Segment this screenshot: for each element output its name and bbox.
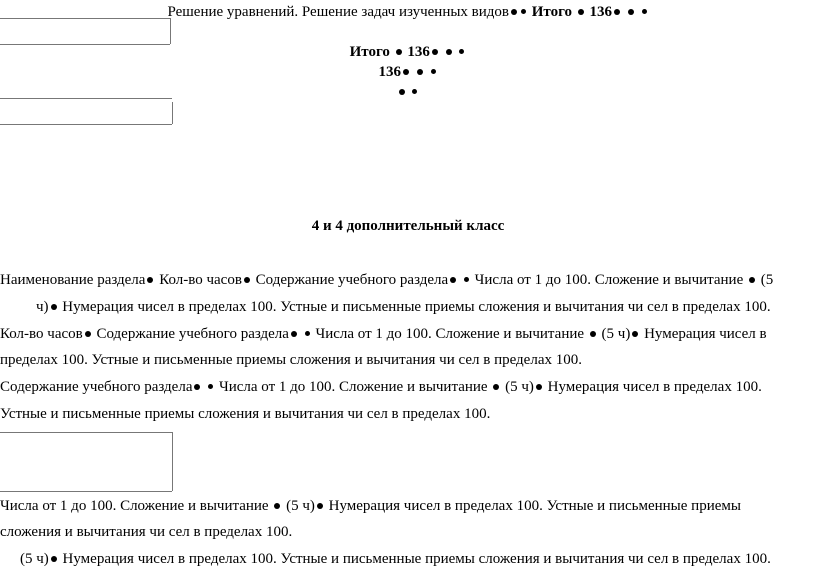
subheader-number-repeat: 136 — [378, 64, 401, 80]
bullet-icon — [578, 9, 584, 15]
bullet-icon — [244, 277, 250, 283]
table-border — [172, 102, 173, 124]
bullet-icon — [317, 503, 323, 509]
text-description: Устные и письменные приемы сложения и вычитания чи сел в пределах 100. — [0, 406, 491, 422]
header-total-label: Итого — [531, 4, 573, 20]
text-hours: Кол-во часов — [159, 272, 242, 288]
bullet-icon — [536, 384, 542, 390]
text-topic: Числа от 1 до 100. Сложение и вычитание — [218, 379, 488, 395]
text-hours-count: (5 — [760, 272, 774, 288]
bullet-icon — [511, 9, 517, 15]
bullet-icon — [432, 49, 438, 55]
bullet-icon — [85, 331, 91, 337]
bullet-icon — [521, 9, 526, 14]
text-hours-unit: ч) — [36, 299, 49, 315]
subheader-total-label: Итого — [349, 44, 390, 60]
bullet-icon — [403, 69, 409, 75]
text-description: Нумерация чисел в пределах 100. — [547, 379, 762, 395]
table-border — [172, 432, 173, 491]
text-topic: Числа от 1 до 100. Сложение и вычитание — [474, 272, 744, 288]
bullet-icon — [459, 49, 464, 54]
bullet-icon — [446, 49, 452, 55]
text-topic: Числа от 1 до 100. Сложение и вычитание — [315, 326, 585, 342]
table-border — [0, 18, 170, 19]
header-line — [0, 2, 816, 22]
text-hours-count: (5 ч) — [20, 551, 49, 567]
bullet-icon — [417, 69, 423, 75]
text-hours-count: (5 ч) — [505, 379, 534, 395]
text-description: Нумерация чисел в пределах 100. Устные и письменные приемы — [328, 498, 741, 514]
bullet-icon — [412, 89, 417, 94]
bullet-icon — [399, 89, 405, 95]
text-topic: Числа от 1 до 100. Сложение и вычитание — [0, 498, 269, 514]
text-description: пределах 100. Устные и письменные приемы сложения и вычитания чи сел в пределах 100. — [0, 352, 582, 368]
bullet-icon — [464, 277, 469, 282]
content-line — [0, 324, 767, 344]
content-line — [0, 404, 490, 424]
subheader-total-number: 136 — [407, 44, 430, 60]
header-title: Решение уравнений. Решение задач изученных видов — [167, 4, 510, 20]
text-description: Нумерация чисел в пределах 100. Устные и письменные приемы сложения и вычитания чи сел в пределах 100. — [62, 299, 771, 315]
content-line — [36, 297, 771, 317]
text-section-name: Наименование раздела — [0, 272, 146, 288]
content-line — [0, 350, 582, 370]
bullet-icon — [590, 331, 596, 337]
bullet-icon — [396, 49, 402, 55]
text-description: Нумерация чисел в — [644, 326, 767, 342]
table-border — [170, 18, 171, 44]
content-line — [0, 522, 292, 542]
header-total-number: 136 — [589, 4, 613, 20]
text-hours: Кол-во часов — [0, 326, 83, 342]
bullet-icon — [431, 69, 436, 74]
text-description: Нумерация чисел в пределах 100. Устные и письменные приемы сложения и вычитания чи сел в пределах 100. — [62, 551, 771, 567]
bullet-icon — [450, 277, 456, 283]
table-border — [0, 491, 172, 492]
table-border — [0, 432, 172, 433]
bullet-icon — [305, 331, 310, 336]
bullet-icon — [51, 556, 57, 562]
class-title: 4 и 4 дополнительный класс — [311, 218, 505, 234]
text-content: Содержание учебного раздела — [0, 379, 193, 395]
bullet-icon — [614, 9, 620, 15]
content-line — [0, 270, 773, 290]
bullet-icon — [274, 503, 280, 509]
subheader-line-2 — [0, 62, 816, 82]
text-content: Содержание учебного раздела — [96, 326, 289, 342]
table-border — [0, 98, 172, 99]
bullet-icon — [194, 384, 200, 390]
bullet-icon — [147, 277, 153, 283]
bullet-icon — [493, 384, 499, 390]
text-content: Содержание учебного раздела — [255, 272, 449, 288]
text-description: сложения и вычитания чи сел в пределах 100. — [0, 524, 293, 540]
content-line — [0, 496, 741, 516]
bullet-icon — [51, 304, 57, 310]
subheader-line-1 — [0, 42, 816, 62]
text-hours-count: (5 ч) — [286, 498, 315, 514]
subheader-line-3 — [0, 82, 816, 102]
content-line — [0, 377, 762, 397]
bullet-icon — [628, 9, 634, 15]
content-line — [20, 549, 771, 569]
text-hours-count: (5 ч) — [601, 326, 631, 342]
bullet-icon — [291, 331, 297, 337]
bullet-icon — [642, 9, 647, 14]
bullet-icon — [632, 331, 638, 337]
bullet-icon — [749, 277, 755, 283]
table-border — [0, 124, 172, 125]
bullet-icon — [208, 384, 213, 389]
